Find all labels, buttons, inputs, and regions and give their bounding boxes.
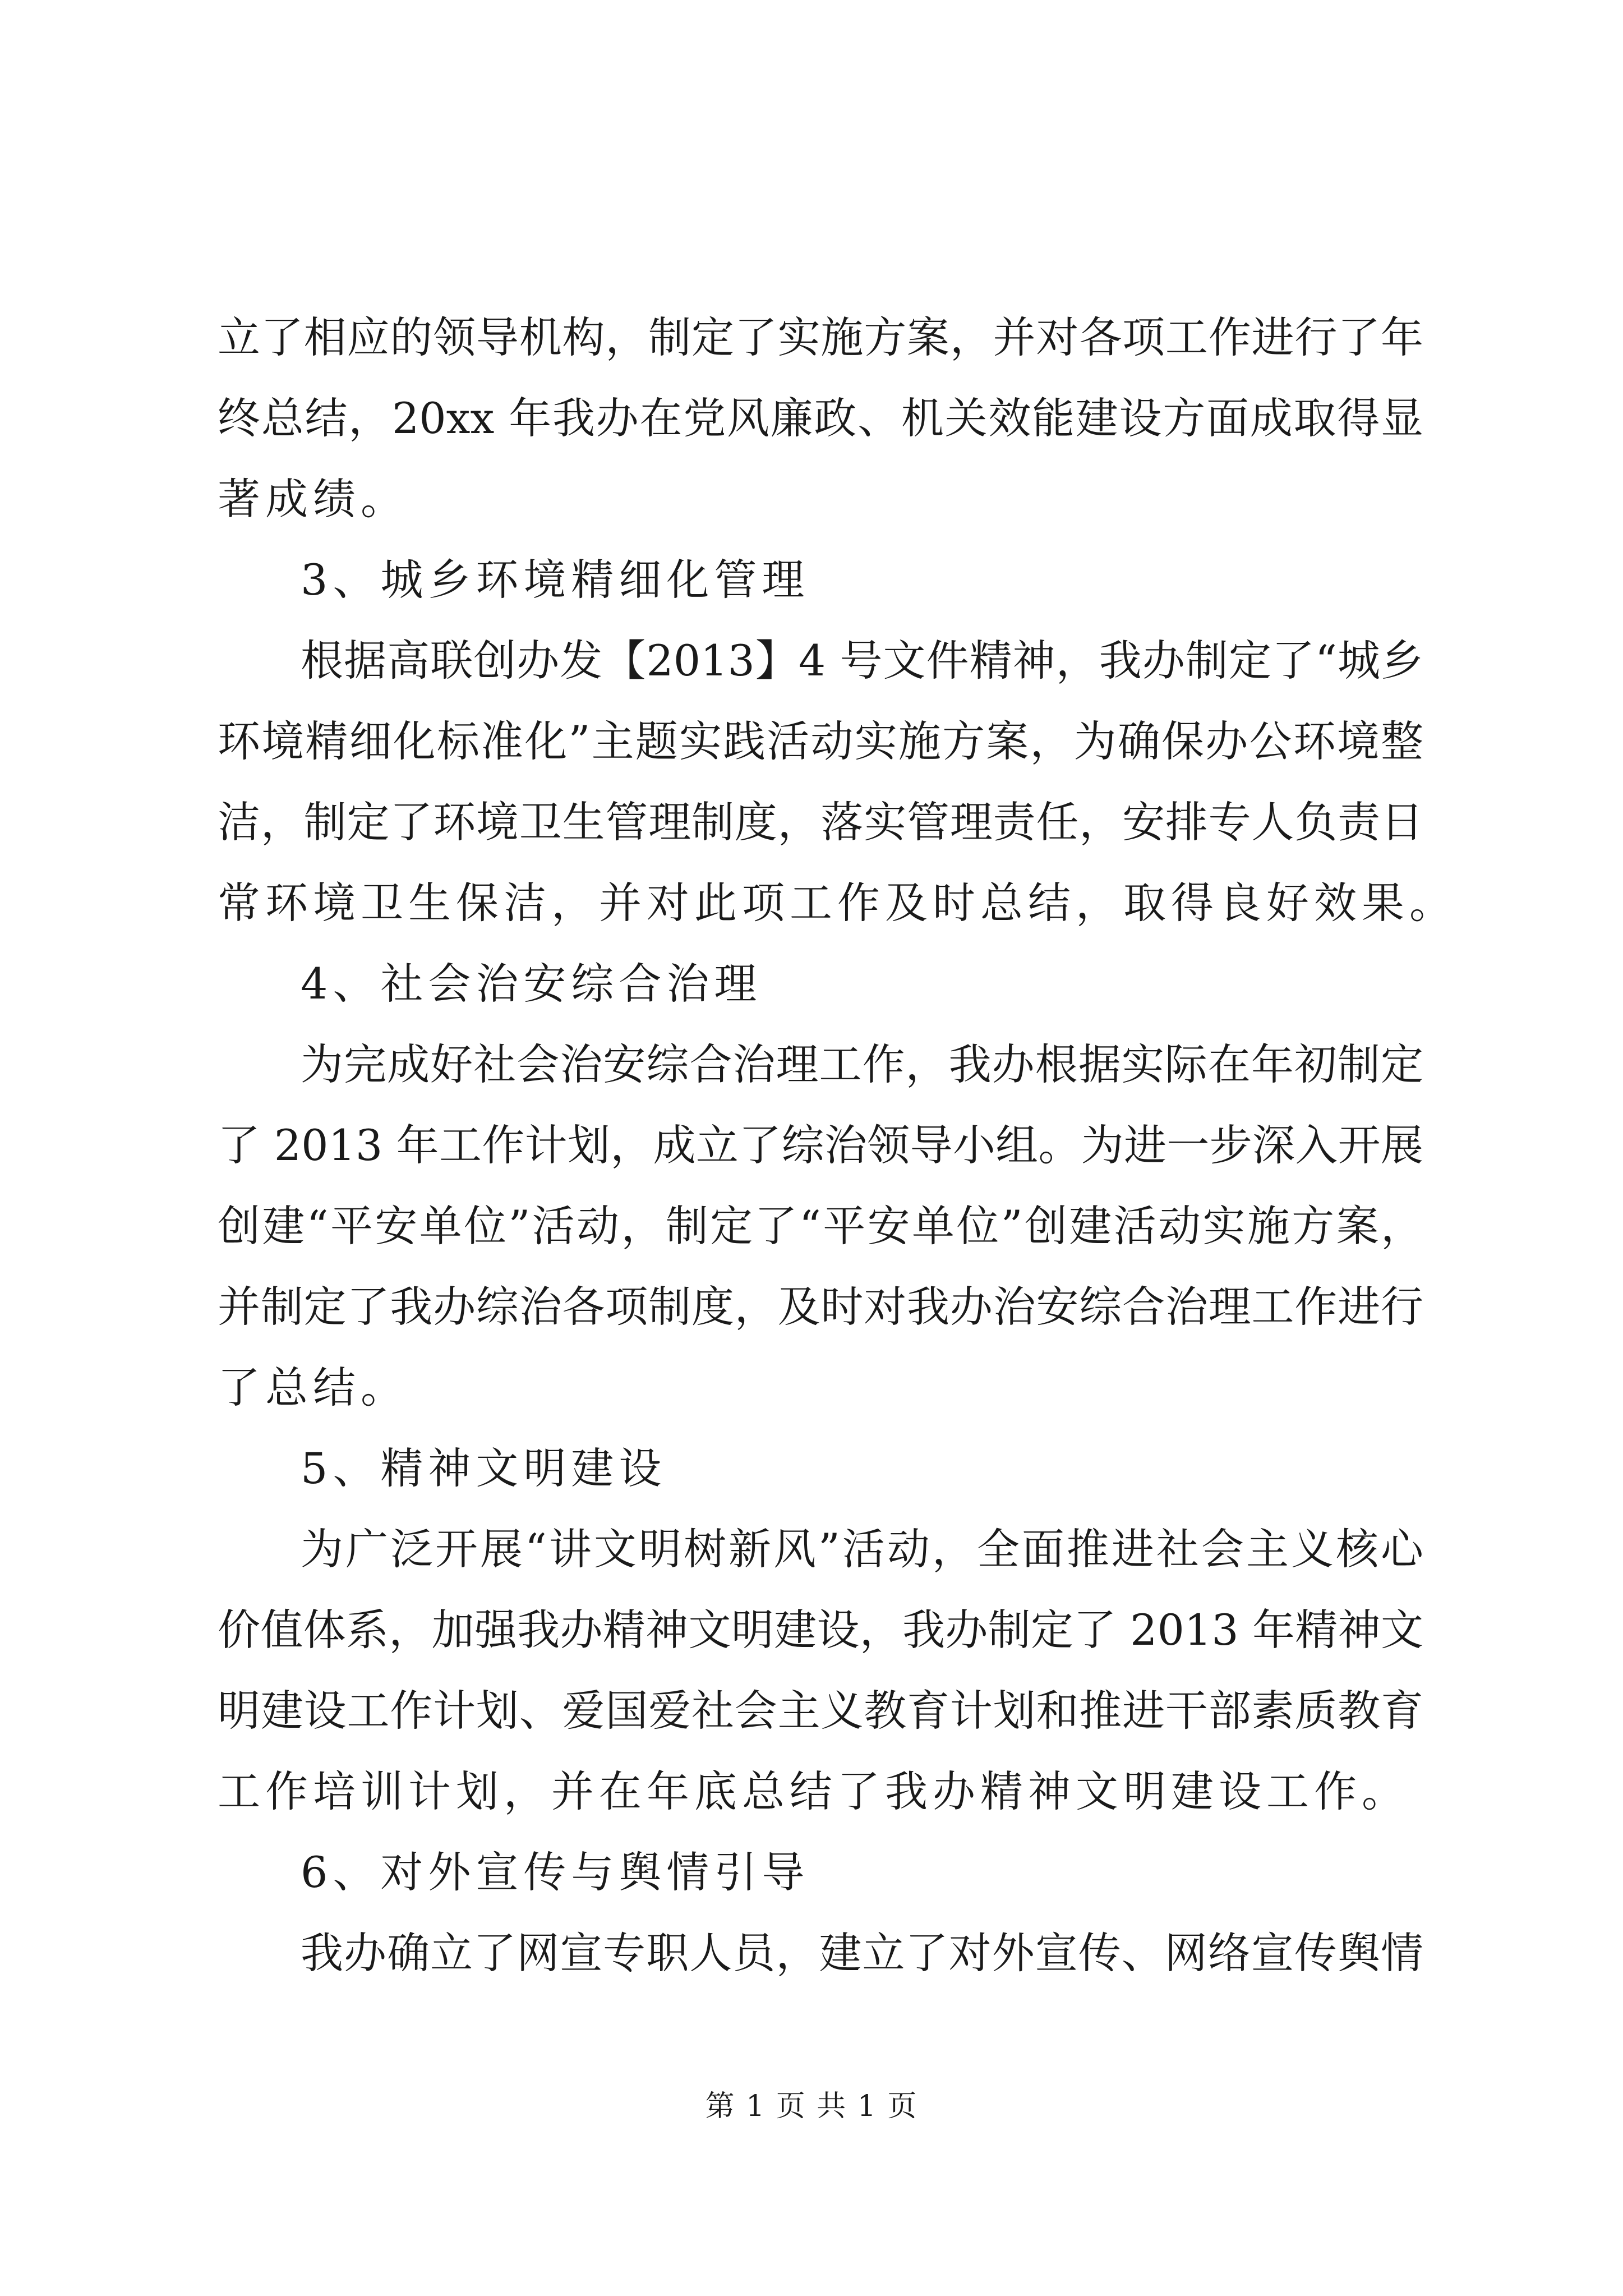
body-line: 终总结，20xx 年我办在党风廉政、机关效能建设方面成取得显 — [218, 393, 1423, 443]
section-heading: 3、城乡环境精细化管理 — [301, 555, 810, 605]
body-line: 并制定了我办综治各项制度，及时对我办治安综合治理工作进行 — [218, 1282, 1423, 1332]
body-line: 我办确立了网宣专职人员，建立了对外宣传、网络宣传舆情 — [301, 1928, 1423, 1978]
body-line: 了总结。 — [218, 1363, 408, 1412]
body-line: 根据高联创办发【2013】4 号文件精神，我办制定了“城乡 — [301, 636, 1423, 685]
body-line: 创建“平安单位”活动，制定了“平安单位”创建活动实施方案， — [218, 1201, 1423, 1251]
body-line: 为完成好社会治安综合治理工作，我办根据实际在年初制定 — [301, 1039, 1423, 1089]
body-line: 为广泛开展“讲文明树新风”活动，全面推进社会主义核心 — [301, 1524, 1423, 1574]
body-line: 常环境卫生保洁，并对此项工作及时总结，取得良好效果。 — [218, 878, 1457, 928]
body-line: 环境精细化标准化”主题实践活动实施方案，为确保办公环境整 — [218, 716, 1423, 766]
section-heading: 5、精神文明建设 — [301, 1443, 667, 1493]
body-line: 价值体系，加强我办精神文明建设，我办制定了 2013 年精神文 — [218, 1605, 1423, 1655]
body-line: 洁，制定了环境卫生管理制度，落实管理责任，安排专人负责日 — [218, 797, 1423, 847]
page-footer: 第 1 页 共 1 页 — [705, 2090, 918, 2123]
body-line: 工作培训计划，并在年底总结了我办精神文明建设工作。 — [218, 1766, 1409, 1816]
section-heading: 4、社会治安综合治理 — [301, 959, 762, 1009]
body-line: 明建设工作计划、爱国爱社会主义教育计划和推进干部素质教育 — [218, 1686, 1423, 1736]
body-line: 立了相应的领导机构，制定了实施方案，并对各项工作进行了年 — [218, 312, 1423, 362]
document-body — [218, 297, 1457, 1994]
section-heading: 6、对外宣传与舆情引导 — [301, 1847, 810, 1897]
body-line: 著成绩。 — [218, 474, 408, 524]
body-line: 了 2013 年工作计划，成立了综治领导小组。为进一步深入开展 — [218, 1120, 1423, 1170]
